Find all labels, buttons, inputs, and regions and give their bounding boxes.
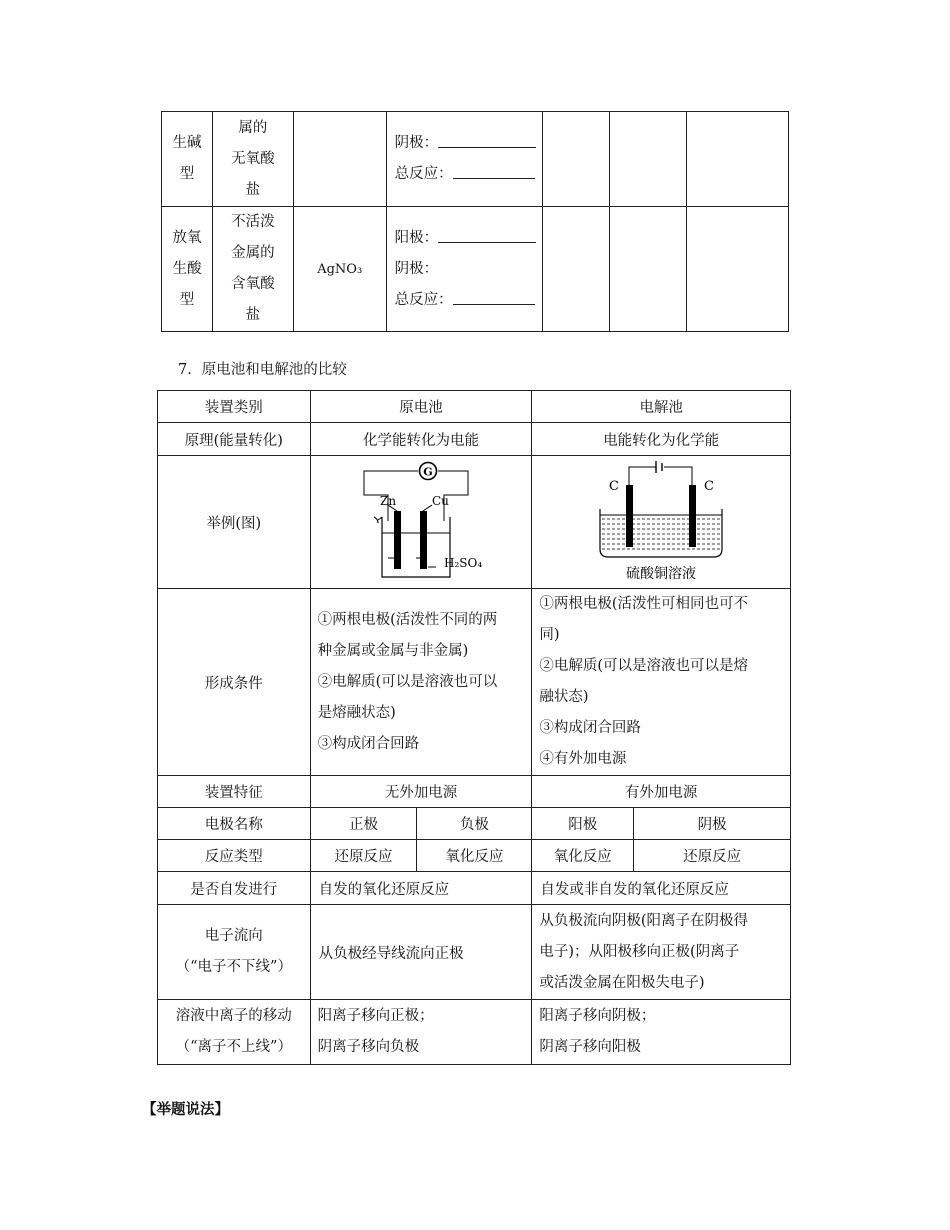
right-carbon-electrode — [689, 485, 696, 547]
table-cell: 还原反应 — [310, 840, 417, 872]
svg-text:C: C — [704, 479, 715, 494]
empty-cell — [687, 207, 789, 332]
table-cell: 正极 — [310, 808, 417, 840]
blank-line: 总反应： — [395, 285, 542, 316]
electrolysis-types-table — [161, 111, 789, 332]
svg-text:硫酸铜溶液: 硫酸铜溶液 — [626, 566, 697, 582]
table-cell: 还原反应 — [634, 840, 791, 872]
table-row — [162, 112, 789, 207]
row-label: 原理(能量转化) — [158, 423, 311, 456]
electrode-reaction-cell — [386, 112, 542, 207]
table-cell: 氧化反应 — [417, 840, 532, 872]
cu-electrode — [420, 511, 427, 569]
circuit-wire — [629, 467, 692, 485]
empty-cell — [610, 112, 687, 207]
blank-line: 阳极： — [395, 223, 542, 254]
table-row — [158, 808, 791, 840]
blank-line: 阴极： — [394, 260, 439, 277]
empty-cell — [610, 207, 687, 332]
table-row — [158, 776, 791, 808]
svg-text:C: C — [609, 479, 620, 494]
row-label: 反应类型 — [158, 840, 311, 872]
beaker — [374, 517, 450, 577]
table-row — [158, 905, 791, 1000]
substance-cell: 属的 无氧酸 盐 — [212, 112, 293, 207]
table-row — [158, 1000, 791, 1065]
table-row — [158, 589, 791, 776]
substance-cell: 不活泼 金属的 含氧酸 盐 — [212, 207, 293, 332]
table-row — [158, 456, 791, 589]
table-cell: 电能转化为化学能 — [532, 423, 791, 456]
galvanic-cell-figure-cell — [310, 456, 532, 589]
table-cell: 氧化反应 — [532, 840, 634, 872]
header-cell: 电解池 — [532, 391, 791, 423]
table-cell: ①两根电极(活泼性不同的两 种金属或金属与非金属) ②电解质(可以是溶液也可以 是熔融状态) ③构成闭合回路 — [310, 589, 532, 776]
empty-cell — [687, 112, 789, 207]
electrolytic-cell-diagram — [586, 457, 736, 583]
table-cell: 从负极流向阴极(阳离子在阴极得 电子)；从阳极移向正极(阴离子 或活泼金属在阳极失电子) — [532, 905, 791, 1000]
table-cell: 阳离子移向正极； 阴离子移向负极 — [310, 1000, 532, 1065]
svg-text:Zn: Zn — [379, 494, 397, 508]
table-header-row — [158, 391, 791, 423]
table-row — [158, 872, 791, 905]
galvanic-cell-diagram — [336, 457, 506, 583]
table-cell: 自发的氧化还原反应 — [310, 872, 532, 905]
svg-text:H₂SO₄: H₂SO₄ — [443, 556, 483, 570]
row-label: 电极名称 — [158, 808, 311, 840]
table-cell: 阳离子移向阴极； 阴离子移向阳极 — [532, 1000, 791, 1065]
electrolysis-tank — [600, 509, 722, 557]
row-label: 电子流向 （“电子不下线”） — [158, 905, 311, 1000]
type-cell: 生碱 型 — [162, 112, 213, 207]
left-carbon-electrode — [626, 485, 633, 547]
row-label: 装置特征 — [158, 776, 311, 808]
empty-cell — [542, 112, 610, 207]
table-row — [162, 207, 789, 332]
table-cell: ①两根电极(活泼性可相同也可不 同) ②电解质(可以是溶液也可以是熔 融状态) ③构成闭合回路 ④有外加电源 — [532, 589, 791, 776]
table-cell: 从负极经导线流向正极 — [310, 905, 532, 1000]
empty-cell — [542, 207, 610, 332]
table-cell: 无外加电源 — [310, 776, 532, 808]
row-label: 举例(图) — [158, 456, 311, 589]
table-cell: 负极 — [417, 808, 532, 840]
header-cell: 原电池 — [310, 391, 532, 423]
type-cell: 放氧 生酸 型 — [162, 207, 213, 332]
blank-line: 总反应： — [395, 159, 542, 190]
row-label: 是否自发进行 — [158, 872, 311, 905]
svg-text:G: G — [423, 465, 433, 479]
row-label: 溶液中离子的移动 （“离子不上线”） — [158, 1000, 311, 1065]
table-cell: 有外加电源 — [532, 776, 791, 808]
zn-electrode — [394, 511, 401, 569]
table-row — [158, 840, 791, 872]
solution-lines — [602, 519, 720, 549]
table-cell: 化学能转化为电能 — [310, 423, 532, 456]
table-cell: 自发或非自发的氧化还原反应 — [532, 872, 791, 905]
svg-text:Cu: Cu — [431, 494, 449, 508]
table-cell: 阴极 — [634, 808, 791, 840]
cell-comparison-table — [157, 390, 791, 1065]
header-cell: 装置类别 — [158, 391, 311, 423]
electrolytic-cell-figure-cell — [532, 456, 791, 589]
blank-line: 阴极： — [395, 128, 542, 159]
section-title: 7．原电池和电解池的比较 — [178, 362, 347, 378]
section-heading: 【举题说法】 — [142, 1102, 229, 1118]
example-cell: AgNO₃ — [293, 207, 386, 332]
table-row — [158, 423, 791, 456]
row-label: 形成条件 — [158, 589, 311, 776]
example-cell — [293, 112, 386, 207]
table-cell: 阳极 — [532, 808, 634, 840]
electrode-reaction-cell — [386, 207, 542, 332]
